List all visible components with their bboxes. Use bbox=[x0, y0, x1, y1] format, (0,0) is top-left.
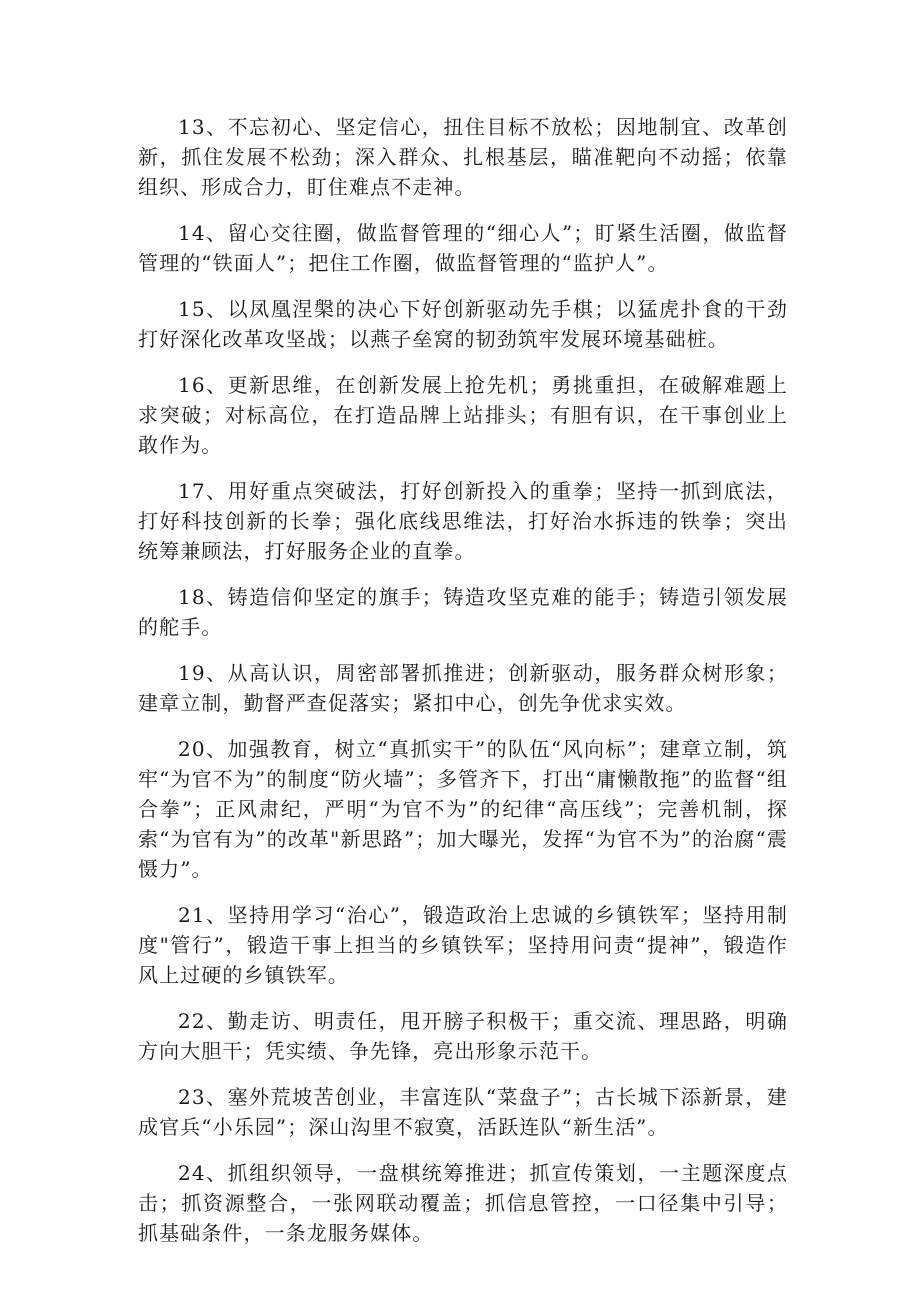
paragraph-21: 21、坚持用学习“治心”，锻造政治上忠诚的乡镇铁军；坚持用制度"管行”，锻造干事上担当的乡镇铁军；坚持用问责“提神”，锻造作风上过硬的乡镇铁军。 bbox=[138, 903, 788, 987]
paragraph-15: 15、以凤凰涅槃的决心下好创新驱动先手棋；以猛虎扑食的干劲打好深化改革攻坚战；以燕子垒窝的韧劲筑牢发展环境基础桩。 bbox=[138, 297, 788, 351]
paragraph-22: 22、勤走访、明责任，甩开膀子积极干；重交流、理思路，明确方向大胆干；凭实绩、争先锋，亮出形象示范干。 bbox=[138, 1009, 788, 1063]
document-body bbox=[138, 112, 788, 1264]
paragraph-18: 18、铸造信仰坚定的旗手；铸造攻坚克难的能手；铸造引领发展的舵手。 bbox=[138, 585, 788, 639]
paragraph-13: 13、不忘初心、坚定信心，扭住目标不放松；因地制宜、改革创新，抓住发展不松劲；深入群众、扎根基层，瞄准靶向不动摇；依靠组织、形成合力，盯住难点不走神。 bbox=[138, 115, 788, 199]
paragraph-17: 17、用好重点突破法，打好创新投入的重拳；坚持一抓到底法，打好科技创新的长拳；强化底线思维法，打好治水拆违的铁拳；突出统筹兼顾法，打好服务企业的直拳。 bbox=[138, 479, 788, 563]
paragraph-19: 19、从高认识，周密部署抓推进；创新驱动，服务群众树形象；建章立制，勤督严查促落实；紧扣中心，创先争优求实效。 bbox=[138, 661, 788, 715]
paragraph-23: 23、塞外荒坡苦创业，丰富连队“菜盘子”；古长城下添新景，建成官兵“小乐园”；深山沟里不寂寞，活跃连队“新生活”。 bbox=[138, 1085, 788, 1139]
paragraph-14: 14、留心交往圈，做监督管理的“细心人”；盯紧生活圈，做监督管理的“铁面人”；把住工作圈，做监督管理的“监护人”。 bbox=[138, 221, 788, 275]
paragraph-24: 24、抓组织领导，一盘棋统筹推进；抓宣传策划，一主题深度点击；抓资源整合，一张网联动覆盖；抓信息管控，一口径集中引导；抓基础条件，一条龙服务媒体。 bbox=[138, 1161, 788, 1245]
paragraph-16: 16、更新思维，在创新发展上抢先机；勇挑重担，在破解难题上求突破；对标高位，在打造品牌上站排头；有胆有识，在干事创业上敢作为。 bbox=[138, 373, 788, 457]
paragraph-20: 20、加强教育，树立“真抓实干”的队伍“风向标”；建章立制，筑牢“为官不为”的制度“防火墙”；多管齐下，打出“庸懒散拖”的监督“组合拳”；正风肃纪，严明“为官不为”的纪律“高压线”；完善机制，探索“为官有为”的改革"新思路”；加大曝光，发挥“为官不为”的治腐“震慑力”。 bbox=[138, 737, 788, 881]
